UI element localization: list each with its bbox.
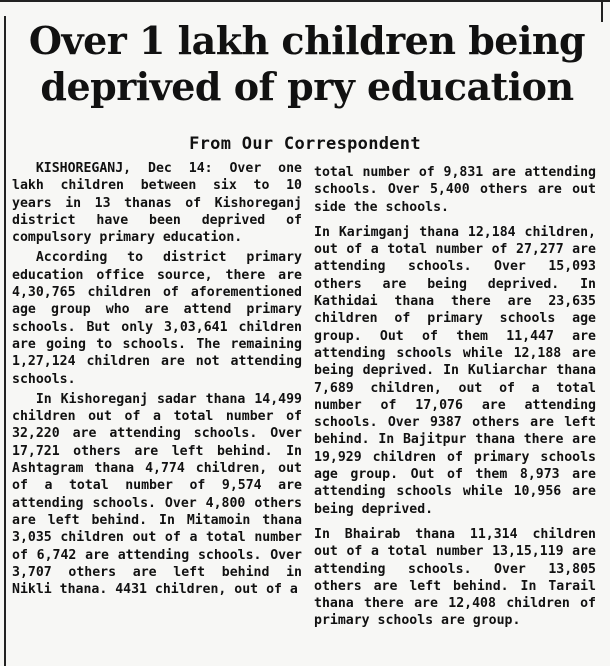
byline: From Our Correspondent bbox=[189, 134, 421, 154]
column-rule-right bbox=[601, 2, 603, 22]
paragraph-continued: total number of 9,831 are attending schools. Over 5,400 others are out side the schools. bbox=[314, 165, 596, 215]
paragraph-sadar-thana: In Kishoreganj sadar thana 14,499 children out of a total number of 32,220 are attending schools. Over 17,721 others are left behind. In Ashtagram thana 4,774 children, out of a total number of 9,574 are attending schools. Over 4,800 others are left behind. In Mitamoin thana 3,035 children out of a total number of 6,742 are attending schools. Over 3,707 others are left behind in Nikli thana. 4431 children, out of a bbox=[12, 391, 302, 598]
headline: Over 1 lakh children being deprived of pry education bbox=[28, 18, 586, 109]
paragraph-karimganj-thana: In Karimganj thana 12,184 children, out of a total number of 27,277 are attending schools. Over 15,093 others are being deprived. In Kathidai thana there are 23,635 children of primary schools age group. Out of them 11,447 are attending schools while 12,188 are being deprived. In Kuliarchar thana 7,689 children, out of a total number of 17,076 are attending schools. Over 9387 others are left behind. In Bajitpur thana there are 19,929 children of primary schools age group. Out of them 8,973 are attending schools while 10,956 are being deprived. bbox=[314, 224, 596, 517]
paragraph-source: According to district primary education office source, there are 4,30,765 children of aforementioned age group who are attend primary schools. But only 3,03,641 children are going to schools. The remaining 1,27,124 children are not attending schools. bbox=[12, 250, 302, 387]
paragraph-dateline: KISHOREGANJ, Dec 14: Over one lakh children between six to 10 years in 13 thanas of Kishoreganj district have been deprived of compulsory primary education. bbox=[12, 161, 302, 246]
article-column-right bbox=[314, 164, 596, 630]
column-rule-left bbox=[4, 16, 6, 666]
paragraph-bhairab-thana: In Bhairab thana 11,314 children out of a total number 13,15,119 are attending schools. Over 13,805 others are left behind. In Tarail thana there are 12,408 children of primary schools are group. bbox=[314, 526, 596, 629]
article-column-left bbox=[12, 160, 302, 598]
